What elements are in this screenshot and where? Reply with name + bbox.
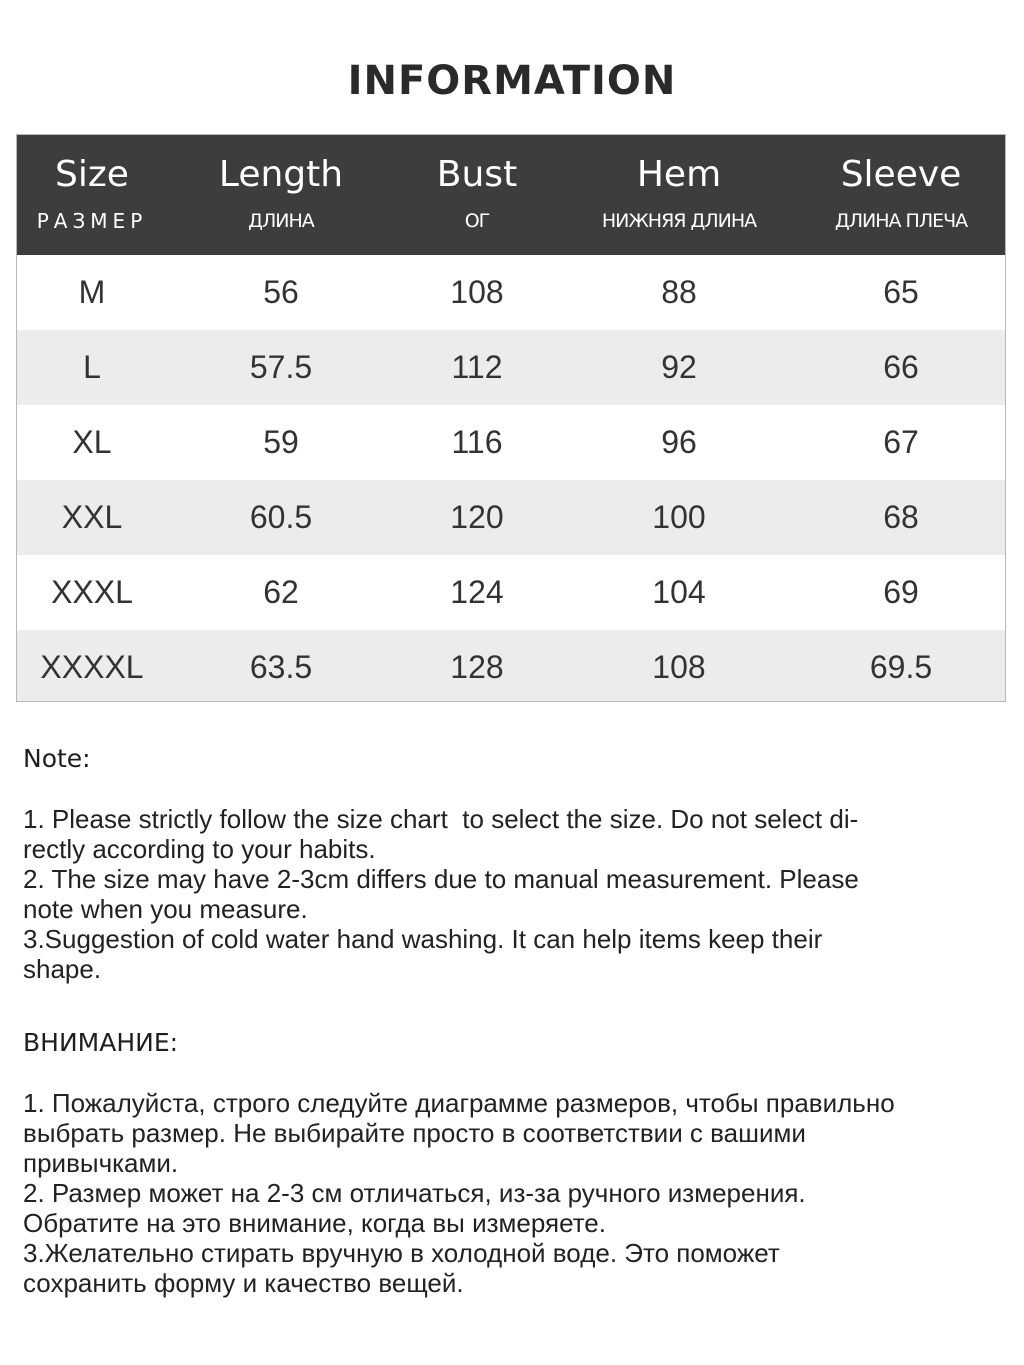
- header-length: [181, 135, 381, 255]
- note-heading-en: Note:: [23, 744, 91, 773]
- cell-length: 60.5: [249, 499, 313, 535]
- header-hem-sublabel: НИЖНЯЯ ДЛИНА: [601, 210, 757, 232]
- header-size-sublabel: РАЗМЕР: [36, 209, 148, 233]
- note-ru-line: 1. Пожалуйста, строго следуйте диаграмме размеров, чтобы правильно: [23, 1088, 895, 1118]
- header-hem-label: Hem: [636, 154, 722, 195]
- cell-hem: 96: [661, 424, 697, 460]
- cell-size: XL: [72, 424, 112, 460]
- header-length-sublabel: ДЛИНА: [248, 210, 314, 232]
- table-row: [17, 330, 1005, 405]
- cell-sleeve: 69.5: [869, 649, 933, 685]
- cell-length: 56: [263, 274, 299, 310]
- header-bust-sublabel: ОГ: [464, 210, 490, 232]
- note-en-line: rectly according to your habits.: [23, 834, 376, 864]
- header-hem: [577, 135, 781, 255]
- cell-bust: 124: [450, 574, 504, 610]
- cell-length: 57.5: [249, 349, 313, 385]
- note-ru-line: выбрать размер. Не выбирайте просто в соответствии с вашими: [23, 1118, 806, 1148]
- size-chart-table: [16, 134, 1006, 702]
- header-sleeve-sublabel: ДЛИНА ПЛЕЧА: [834, 210, 968, 232]
- table-row: [17, 480, 1005, 555]
- note-ru-line: Обратите на это внимание, когда вы измеряете.: [23, 1208, 606, 1238]
- table-header: [17, 135, 1005, 255]
- cell-bust: 112: [451, 349, 503, 385]
- cell-sleeve: 66: [883, 349, 919, 385]
- header-bust: [377, 135, 577, 255]
- note-ru-line: 3.Желательно стирать вручную в холодной воде. Это поможет: [23, 1238, 780, 1268]
- page-title: INFORMATION: [347, 58, 677, 104]
- cell-sleeve: 68: [883, 499, 919, 535]
- cell-hem: 100: [652, 499, 706, 535]
- note-en-line: 1. Please strictly follow the size chart to select the size. Do not select di-: [23, 804, 859, 834]
- note-en-line: note when you measure.: [23, 894, 308, 924]
- header-sleeve-label: Sleeve: [840, 154, 962, 195]
- note-heading-ru: ВНИМАНИЕ:: [23, 1028, 179, 1057]
- cell-hem: 104: [652, 574, 706, 610]
- table-row: [17, 255, 1005, 330]
- header-length-label: Length: [218, 154, 344, 195]
- cell-bust: 120: [450, 499, 504, 535]
- cell-length: 63.5: [249, 649, 313, 685]
- cell-size: XXL: [61, 499, 123, 535]
- note-ru-line: сохранить форму и качество вещей.: [23, 1268, 464, 1298]
- cell-bust: 116: [451, 424, 503, 460]
- cell-hem: 92: [661, 349, 697, 385]
- header-sleeve: [801, 135, 1001, 255]
- cell-hem: 108: [652, 649, 706, 685]
- cell-sleeve: 65: [883, 274, 919, 310]
- cell-size: XXXXL: [40, 649, 144, 685]
- cell-sleeve: 67: [883, 424, 919, 460]
- note-en-line: shape.: [23, 954, 102, 984]
- note-ru-line: привычками.: [23, 1148, 179, 1178]
- table-row: [17, 555, 1005, 630]
- note-en-line: 3.Suggestion of cold water hand washing. It can help items keep their: [23, 924, 823, 954]
- header-bust-label: Bust: [436, 154, 518, 195]
- cell-size: XXXL: [51, 574, 133, 610]
- cell-bust: 108: [450, 274, 504, 310]
- cell-length: 62: [263, 574, 299, 610]
- cell-hem: 88: [661, 274, 697, 310]
- header-size: [17, 135, 167, 255]
- header-size-label: Size: [55, 154, 129, 195]
- table-row: [17, 630, 1005, 702]
- note-ru-line: 2. Размер может на 2-3 см отличаться, из-за ручного измерения.: [23, 1178, 806, 1208]
- table-body: [17, 255, 1005, 702]
- cell-bust: 128: [450, 649, 504, 685]
- note-en-line: 2. The size may have 2-3cm differs due to manual measurement. Please: [23, 864, 859, 894]
- cell-size: M: [78, 274, 106, 310]
- table-row: [17, 405, 1005, 480]
- cell-length: 59: [263, 424, 299, 460]
- cell-sleeve: 69: [883, 574, 919, 610]
- cell-size: L: [83, 349, 101, 385]
- notes-section: [23, 744, 1003, 1298]
